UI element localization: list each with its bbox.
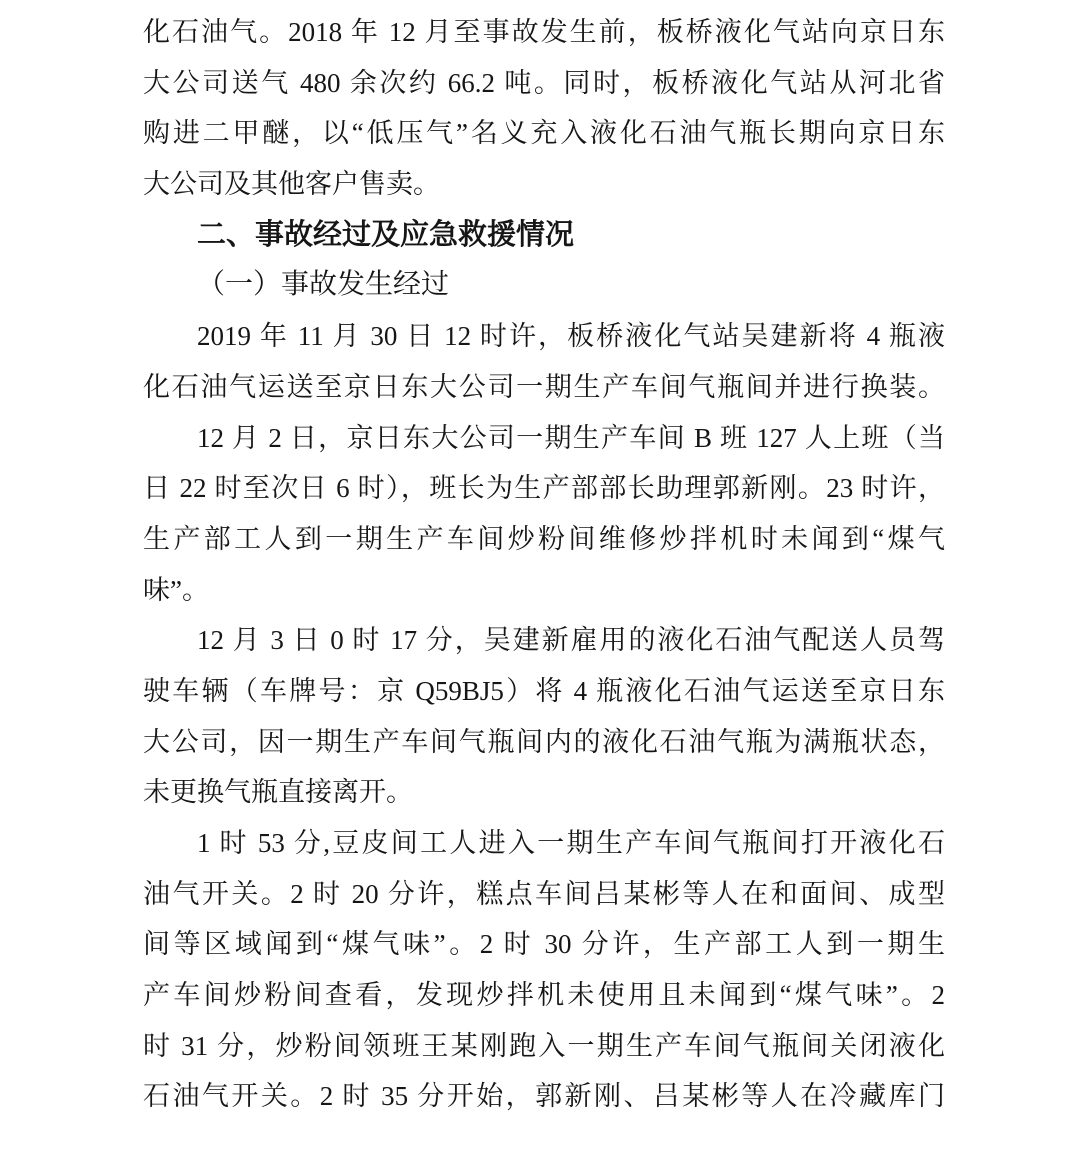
subsection-heading: （一）事故发生经过 xyxy=(197,269,450,301)
text-line: 日 22 时至次日 6 时），班长为生产部部长助理郭新刚。23 时许， xyxy=(143,473,945,504)
text-line: 12 月 2 日，京日东大公司一期生产车间 B 班 127 人上班（当 xyxy=(197,422,945,453)
text-line: 化石油气。2018 年 12 月至事故发生前，板桥液化气站向京日东 xyxy=(143,17,945,47)
text-line: 大公司及其他客户售卖。 xyxy=(143,169,440,200)
text-line: 2019 年 11 月 30 日 12 时许，板桥液化气站吴建新将 4 瓶液 xyxy=(197,321,945,352)
text-line: 12 月 3 日 0 时 17 分，吴建新雇用的液化石油气配送人员驾 xyxy=(197,625,945,656)
section-heading: 二、事故经过及应急救援情况 xyxy=(197,218,575,251)
text-line: 大公司，因一期生产车间气瓶间内的液化石油气瓶为满瓶状态， xyxy=(143,726,945,757)
text-line: 间等区域闻到“煤气味”。2 时 30 分许，生产部工人到一期生 xyxy=(143,929,945,960)
document-body xyxy=(143,7,945,1122)
text-line: 石油气开关。2 时 35 分开始，郭新刚、吕某彬等人在冷藏库门 xyxy=(143,1081,945,1112)
text-line: 味”。 xyxy=(143,574,209,605)
text-line: 生产部工人到一期生产车间炒粉间维修炒拌机时未闻到“煤气 xyxy=(143,523,945,554)
text-line: 时 31 分，炒粉间领班王某刚跑入一期生产车间气瓶间关闭液化 xyxy=(143,1030,945,1061)
text-line: 化石油气运送至京日东大公司一期生产车间气瓶间并进行换装。 xyxy=(143,371,945,402)
text-line: 未更换气瓶直接离开。 xyxy=(143,777,413,808)
text-line: 大公司送气 480 余次约 66.2 吨。同时，板桥液化气站从河北省 xyxy=(143,67,945,98)
text-line: 驶车辆（车牌号：京 Q59BJ5）将 4 瓶液化石油气运送至京日东 xyxy=(143,675,945,706)
text-line: 1 时 53 分,豆皮间工人进入一期生产车间气瓶间打开液化石 xyxy=(197,828,945,858)
text-line: 购进二甲醚，以“低压气”名义充入液化石油气瓶长期向京日东 xyxy=(143,118,945,149)
text-line: 产车间炒粉间查看，发现炒拌机未使用且未闻到“煤气味”。2 xyxy=(143,980,945,1011)
text-line: 油气开关。2 时 20 分许，糕点车间吕某彬等人在和面间、成型 xyxy=(143,878,945,909)
